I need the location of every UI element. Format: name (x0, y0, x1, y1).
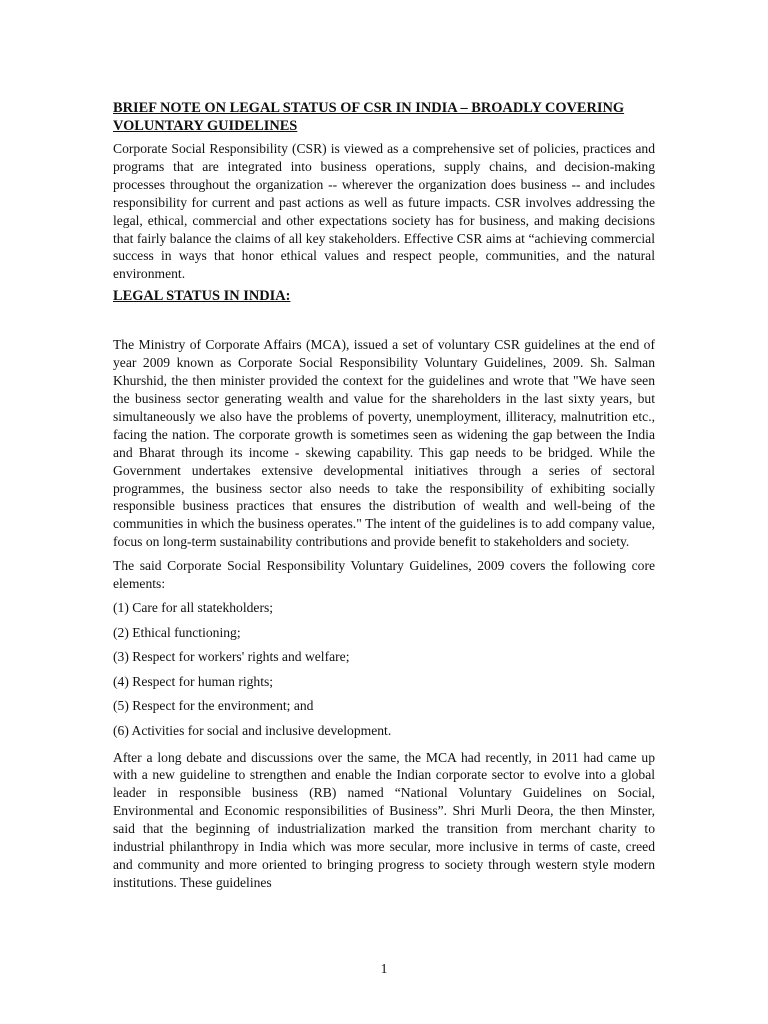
document-body (113, 99, 655, 898)
mca-paragraph: The Ministry of Corporate Affairs (MCA), issued a set of voluntary CSR guidelines at the end of year 2009 known as Corporate Social Responsibility Voluntary Guidelines, 2009. Sh. Salman Khurshid, the then minister provided the context for the guidelines and wrote that "We have seen the business sector generating wealth and value for the shareholders in the last sixty years, but simultaneously we also have the problems of poverty, unemployment, illiteracy, malnutrition etc., facing the nation. The corporate growth is sometimes seen as widening the gap between the India and Bharat through its income - skewing capability. This gap needs to be bridged. While the Government undertakes extensive developmental initiatives through a series of sectoral programmes, the business sector also needs to take the responsibility of exhibiting socially responsible business practices that ensures the distribution of wealth and well-being of the communities in which the business operates." The intent of the guidelines is to add company value, focus on long-term sustainability contributions and provide benefit to stakeholders and society. (113, 337, 655, 550)
document-title: BRIEF NOTE ON LEGAL STATUS OF CSR IN INDIA – BROADLY COVERING VOLUNTARY GUIDELINES (113, 100, 625, 134)
list-item: (5) Respect for the environment; and (113, 698, 314, 714)
nvg-paragraph: After a long debate and discussions over the same, the MCA had recently, in 2011 had came up with a new guideline to strengthen and enable the Indian corporate sector to evolve into a global leader in responsible business (RB) named “National Voluntary Guidelines on Social, Environmental and Economic responsibilities of Business”. Shri Murli Deora, the then Minster, said that the beginning of industrialization marked the transition from merchant charity to industrial philanthropy in India which was more secular, more inclusive in terms of caste, creed and community and more oriented to bringing progress to society through western style modern institutions. These guidelines (113, 749, 655, 890)
page-number: 1 (380, 961, 388, 976)
core-elements-intro: The said Corporate Social Responsibility Voluntary Guidelines, 2009 covers the following core elements: (113, 558, 655, 592)
intro-paragraph: Corporate Social Responsibility (CSR) is viewed as a comprehensive set of policies, practices and programs that are integrated into business operations, supply chains, and decision-making processes throughout the organization -- wherever the organization does business -- and includes responsibility for current and past actions as well as future impacts. CSR involves addressing the legal, ethical, commercial and other expectations society has for business, and making decisions that fairly balance the claims of all key stakeholders. Effective CSR aims at “achieving commercial success in ways that honor ethical values and respect people, communities, and the natural environment. (113, 141, 655, 282)
list-item: (4) Respect for human rights; (113, 673, 274, 689)
list-item: (1) Care for all statekholders; (113, 599, 274, 615)
section-heading: LEGAL STATUS IN INDIA: (113, 288, 291, 305)
section-spacer (113, 305, 655, 336)
list-item: (3) Respect for workers' rights and welfare; (113, 649, 350, 665)
list-item: (2) Ethical functioning; (113, 624, 241, 640)
core-elements-list (113, 599, 655, 747)
list-item: (6) Activities for social and inclusive development. (113, 722, 392, 738)
